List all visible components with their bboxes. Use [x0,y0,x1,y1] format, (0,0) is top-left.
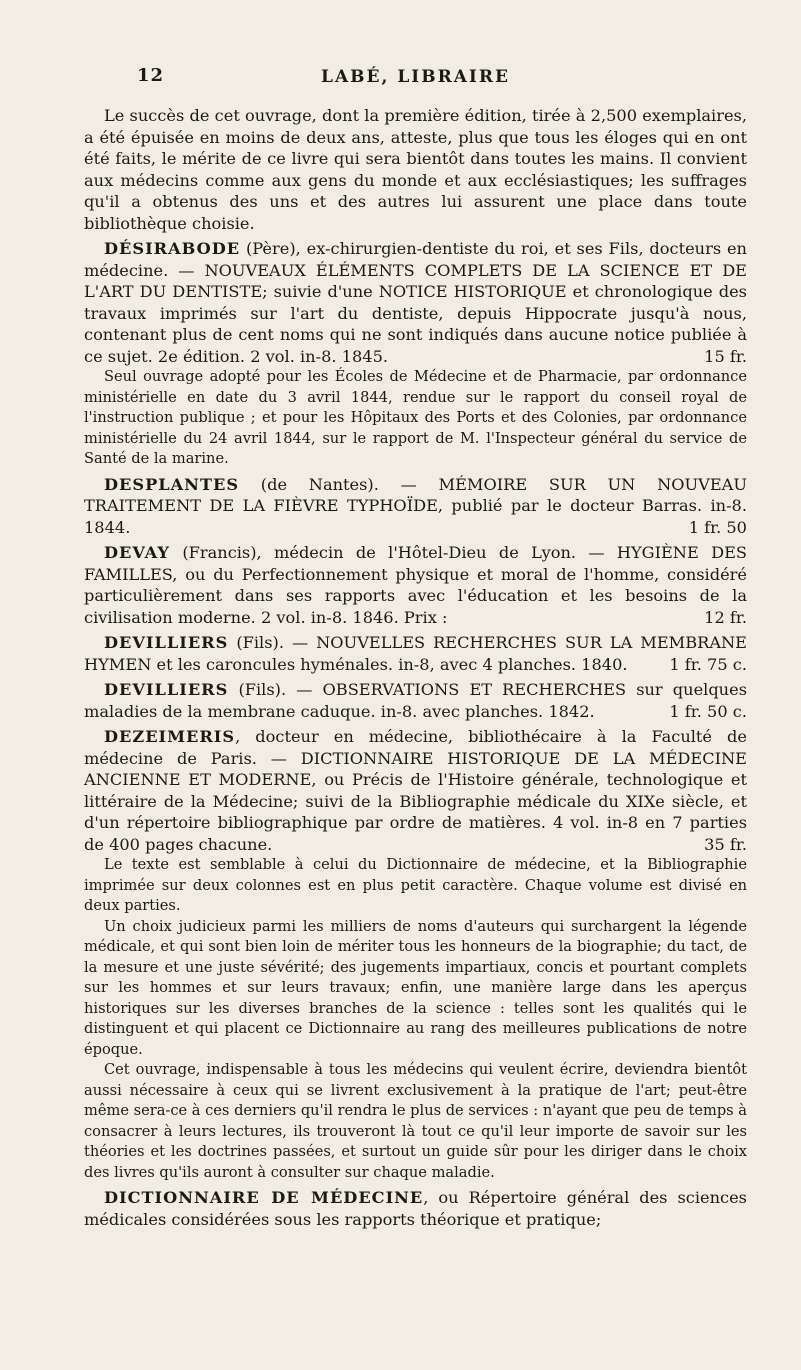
entry-text: (Fils). — OBSERVATIONS ET RECHERCHES sur quelques maladies de la membrane caduque. in-8. avec planches. 1842. [84,680,747,721]
entry-note: Cet ouvrage, indispensable à tous les médecins qui veulent écrire, deviendra bientôt aussi nécessaire à ceux qui se livrent exclusivement à la pratique de l'art; peut-être même sera-ce à ces derniers qu'il rendra le plus de services : n'ayant que peu de temps à consacrer à leurs lectures, ils trouveront là tout ce qu'il leur importe de savoir sur les théories et les doctrines passées, et surtout un guide sûr pour les diriger dans le choix des livres qu'ils auront à consulter sur chaque maladie. [84,1061,747,1181]
catalogue-entry [84,238,747,470]
catalogue-page [0,65,801,1370]
entry-text: (de Nantes). — MÉMOIRE SUR UN NOUVEAU TRAITEMENT DE LA FIÈVRE TYPHOÏDE, publié par le docteur Barras. in-8. 1844. [84,474,747,537]
catalogue-entry [84,726,747,1183]
entry-price: 15 fr. [704,346,747,366]
running-head-title: LABÉ, LIBRAIRE [321,67,510,87]
entry-author: DICTIONNAIRE DE MÉDECINE [104,1188,424,1207]
catalogue-entry [84,542,747,628]
entry-note: Le texte est semblable à celui du Dictionnaire de médecine, et la Bibliographie imprimée sur deux colonnes est en plus petit caractère. Chaque volume est divisé en deux parties. [84,856,747,914]
entry-text: (Fils). — NOUVELLES RECHERCHES SUR LA MEMBRANE HYMEN et les caroncules hyménales. in-8, avec 4 planches. 1840. [84,633,747,674]
running-head [84,65,747,105]
entry-text: (Francis), médecin de l'Hôtel-Dieu de Lyon. — HYGIÈNE DES FAMILLES, ou du Perfectionnement physique et moral de l'homme, considéré particulièrement dans ses rapports avec l'éducation et les besoins de la civilisation moderne. 2 vol. in-8. 1846. Prix : [84,543,747,627]
intro-paragraph: Le succès de cet ouvrage, dont la première édition, tirée à 2,500 exemplaires, a été épuisée en moins de deux ans, atteste, plus que tous les éloges qui en ont été faits, le mérite de ce livre qui sera bientôt dans toutes les mains. Il convient aux médecins comme aux gens du monde et aux ecclésiastiques; les suffrages qu'il a obtenus des uns et des autres lui assurent une place dans toute bibliothèque choisie. [84,106,747,233]
entry-text: (Père), ex-chirurgien-dentiste du roi, et ses Fils, docteurs en médecine. — NOUVEAUX ÉLÉMENTS COMPLETS DE LA SCIENCE ET DE L'ART DU DENTISTE; suivie d'une NOTICE HISTORIQUE et chronologique des travaux imprimés sur l'art du dentiste, depuis Hippocrate jusqu'à nous, contenant plus de cent noms qui ne sont indiqués dans aucune notice publiée à ce sujet. 2e édition. 2 vol. in-8. 1845. [84,239,747,366]
catalogue-entry [84,1187,747,1230]
entry-note: Seul ouvrage adopté pour les Écoles de Médecine et de Pharmacie, par ordonnance ministérielle en date du 3 avril 1844, rendue sur le rapport du conseil royal de l'instruction publique ; et pour les Hôpitaux des Ports et des Colonies, par ordonnance ministérielle du 24 avril 1844, sur le rapport de M. l'Inspecteur général du service de Santé de la marine. [84,368,747,467]
entry-author: DESPLANTES [104,474,240,494]
entry-author: DEVILLIERS [104,633,229,652]
entry-price: 1 fr. 50 c. [669,701,747,721]
catalogue-entry [84,632,747,675]
catalogue-body [84,105,747,1230]
entry-text: , docteur en médecine, bibliothécaire à la Faculté de médecine de Paris. — DICTIONNAIRE HISTORIQUE DE LA MÉDECINE ANCIENNE ET MODERNE, ou Précis de l'Histoire générale, technologique et littéraire de la Médecine; suivi de la Bibliographie médicale du XIXe siècle, et d'un répertoire bibliographique par ordre de matières. 4 vol. in-8 en 7 parties de 400 pages chacune. [84,727,747,854]
entry-author: DEVAY [104,543,170,562]
entry-price: 35 fr. [704,834,747,854]
entry-author: DEZEIMERIS [104,727,236,746]
entry-note: Un choix judicieux parmi les milliers de noms d'auteurs qui surchargent la légende médicale, et qui sont bien loin de mériter tous les honneurs de la biographie; du tact, de la mesure et une juste sévérité; des jugements impartiaux, concis et pourtant complets sur les hommes et sur leurs travaux; enfin, une manière large dans les aperçus historiques sur les diverses branches de la science : telles sont les qualités qui le distinguent et qui placent ce Dictionnaire au rang des meilleures publications de notre époque. [84,917,747,1058]
entry-price: 1 fr. 50 [688,517,747,537]
catalogue-entry [84,679,747,722]
entry-price: 12 fr. [704,607,747,627]
entry-text: , ou Répertoire général des sciences médicales considérées sous les rapports théorique et pratique; [84,1188,747,1229]
catalogue-entry [84,474,747,539]
entry-author: DÉSIRABODE [104,239,241,258]
page-number: 12 [137,65,165,86]
entry-author: DEVILLIERS [104,680,229,699]
entry-price: 1 fr. 75 c. [669,654,747,674]
